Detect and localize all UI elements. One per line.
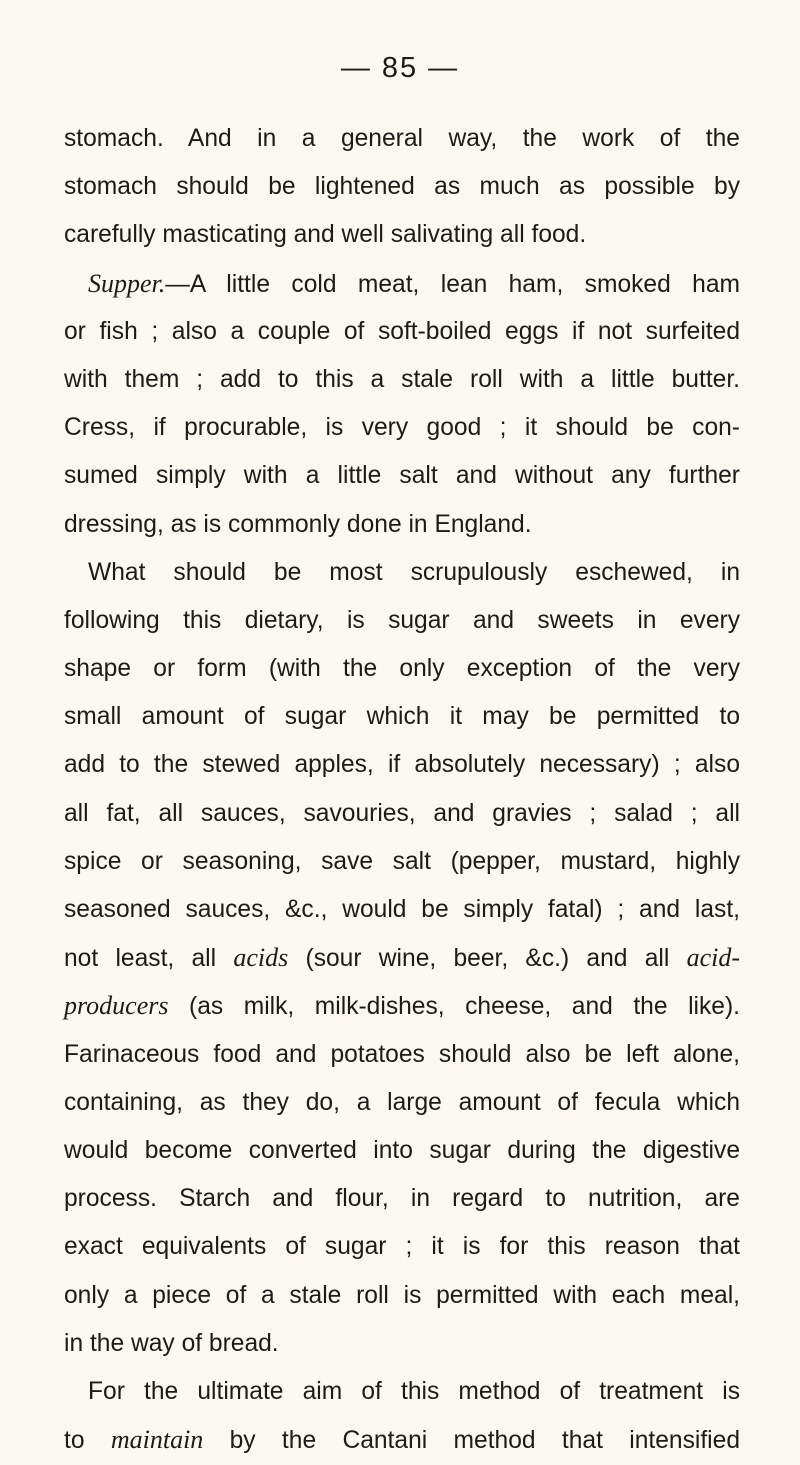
text-line: spice or seasoning, save salt (pepper, mustard, highly [64, 847, 740, 875]
text-line: exact equivalents of sugar ; it is for this reason that [64, 1233, 740, 1261]
text-line: or fish ; also a couple of soft-boiled eggs if not surfeited [64, 317, 740, 345]
italic-word-acids: acids [233, 943, 289, 973]
text-line: What should be most scrupulously eschewed, in [88, 558, 740, 586]
text-line: stomach. And in a general way, the work of the [64, 125, 740, 152]
text-line: Cress, if procurable, is very good ; it should be con- [64, 414, 740, 442]
text-line: dressing, as is commonly done in England. [64, 510, 532, 538]
text-line: would become converted into sugar during the digestive [64, 1136, 740, 1164]
text-line: For the ultimate aim of this method of treatment is [88, 1377, 740, 1405]
text-line: in the way of bread. [64, 1329, 279, 1357]
text-line: producers (as milk, milk-dishes, cheese, and the like). [64, 991, 740, 1021]
text-line: process. Starch and flour, in regard to nutrition, are [64, 1185, 740, 1213]
text-line: carefully masticating and well salivating all food. [64, 221, 587, 249]
text-line: to maintain by the Cantani method that intensified [64, 1425, 740, 1455]
italic-heading-supper: Supper. [88, 268, 166, 298]
text-line: not least, all acids (sour wine, beer, &c.) and all acid- [64, 943, 740, 973]
page-number: — 85 — [340, 52, 460, 84]
text-line: seasoned sauces, &c., would be simply fatal) ; and last, [64, 896, 740, 923]
text-line: shape or form (with the only exception of the very [64, 655, 740, 683]
text-line: following this dietary, is sugar and sweets in every [64, 606, 740, 634]
text-line: sumed simply with a little salt and without any further [64, 462, 740, 490]
text-line: Supper.—A little cold meat, lean ham, smoked ham [88, 268, 740, 298]
body-text [64, 115, 740, 1464]
italic-word-maintain: maintain [110, 1425, 204, 1455]
text-line: Farinaceous food and potatoes should also be left alone, [64, 1040, 740, 1068]
italic-word-producers: producers [64, 991, 169, 1021]
text-line: with them ; add to this a stale roll with a little butter. [64, 365, 740, 393]
text-line: small amount of sugar which it may be permitted to [64, 703, 740, 731]
text-line: containing, as they do, a large amount of fecula which [64, 1088, 740, 1116]
text-line: only a piece of a stale roll is permitted with each meal, [64, 1281, 740, 1309]
text-line: stomach should be lightened as much as possible by [64, 173, 740, 201]
text-line: add to the stewed apples, if absolutely necessary) ; also [64, 751, 740, 779]
italic-word-acid: acid- [686, 943, 740, 973]
text-line: all fat, all sauces, savouries, and gravies ; salad ; all [64, 799, 740, 827]
